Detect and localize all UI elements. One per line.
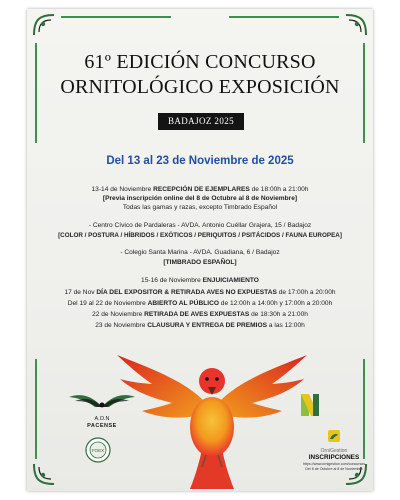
schedule-label: DÍA DEL EXPOSITOR & RETIRADA AVES NO EXPUESTAS [96, 289, 277, 296]
corner-ornament-top-left [31, 12, 57, 38]
schedule-row [27, 322, 373, 329]
schedule-row [27, 300, 373, 307]
inscription-dates: Del 8 de Octubre al 8 de Noviembre [305, 467, 363, 471]
ornigestion-url[interactable]: https://www.ornigestion.com/concursos [302, 462, 366, 466]
schedule-date: 23 de Noviembre [95, 322, 148, 329]
schedule-time: a las 12:00h [267, 322, 305, 329]
schedule-label: ABIERTO AL PÚBLICO [147, 300, 219, 307]
schedule-row [27, 289, 373, 296]
federation-seal-logo [85, 437, 111, 463]
aon-pacense-logo [67, 389, 137, 431]
red-bird-illustration [112, 339, 312, 491]
event-poster [27, 9, 373, 491]
corner-ornament-bottom-left [31, 461, 57, 487]
poster-title-line2: ORNITOLÓGICO EXPOSICIÓN [60, 76, 340, 98]
inscripciones-heading: INSCRIPCIONES [308, 454, 360, 461]
pacense-label: PACENSE [87, 423, 117, 429]
schedule-time: de 17:00h a 20:00h [276, 289, 336, 296]
reception-date: 13-14 de Noviembre [91, 186, 154, 193]
venue1-address: - Centro Cívico de Pardaleras - AVDA. Antonio Cuéllar Grajera, 15 / Badajoz [88, 222, 312, 229]
reception-line [27, 186, 373, 193]
ornigestion-bird-icon [327, 429, 341, 443]
ornigestion-brand: OrniGestion [320, 448, 348, 454]
ornigestion-inscriptions [294, 429, 373, 473]
reception-label: RECEPCIÓN DE EJEMPLARES [153, 186, 250, 193]
venue1-categories: [COLOR / POSTURA / HÍBRIDOS / EXÓTICOS / PERIQUITOS / PSITÁCIDOS / FAUNA EUROPEA] [58, 232, 342, 239]
reception-time: de 18:00h a 21:00h [249, 186, 309, 193]
corner-ornament-top-right [343, 12, 369, 38]
all-classes-note: Todas las gamas y razas, excepto Timbrado Español [122, 204, 278, 211]
frame-bottom-left-line [35, 359, 37, 459]
judging-date: 15-16 de Noviembre [141, 277, 203, 284]
poster-title-line1: 61º EDICIÓN CONCURSO [84, 51, 316, 73]
event-dates: Del 13 al 23 de Noviembre de 2025 [106, 155, 294, 167]
schedule-label: RETIRADA DE AVES EXPUESTAS [144, 311, 250, 318]
frame-top-left-line [61, 16, 171, 18]
wings-icon [67, 389, 137, 411]
schedule-time: de 12:00h a 14:00h y 17:00h a 20:00h [218, 300, 333, 307]
venue2-address: - Colegio Santa Marina - AVDA. Guadiana, 6 / Badajoz [120, 249, 280, 256]
aon-label: A.O.N [94, 416, 110, 422]
schedule-date: 17 de Nov [64, 289, 97, 296]
frame-top-right-line [229, 16, 339, 18]
n-club-logo [295, 390, 325, 420]
preinscription-note: [Previa inscripción online del 8 de Octubre al 8 de Noviembre] [102, 195, 298, 202]
judging-line [27, 277, 373, 284]
city-badge: BADAJOZ 2025 [158, 113, 244, 130]
schedule-date: 22 de Noviembre [92, 311, 145, 318]
judging-label: ENJUICIAMIENTO [202, 277, 259, 284]
schedule-label: CLAUSURA Y ENTREGA DE PREMIOS [147, 322, 268, 329]
schedule-time: de 18:30h a 21:00h [249, 311, 308, 318]
schedule-date: Del 19 al 22 de Noviembre [67, 300, 148, 307]
venue2-categories: [TIMBRADO ESPAÑOL] [163, 259, 237, 266]
schedule-row [27, 311, 373, 318]
fed-text: FOEX [91, 448, 105, 453]
